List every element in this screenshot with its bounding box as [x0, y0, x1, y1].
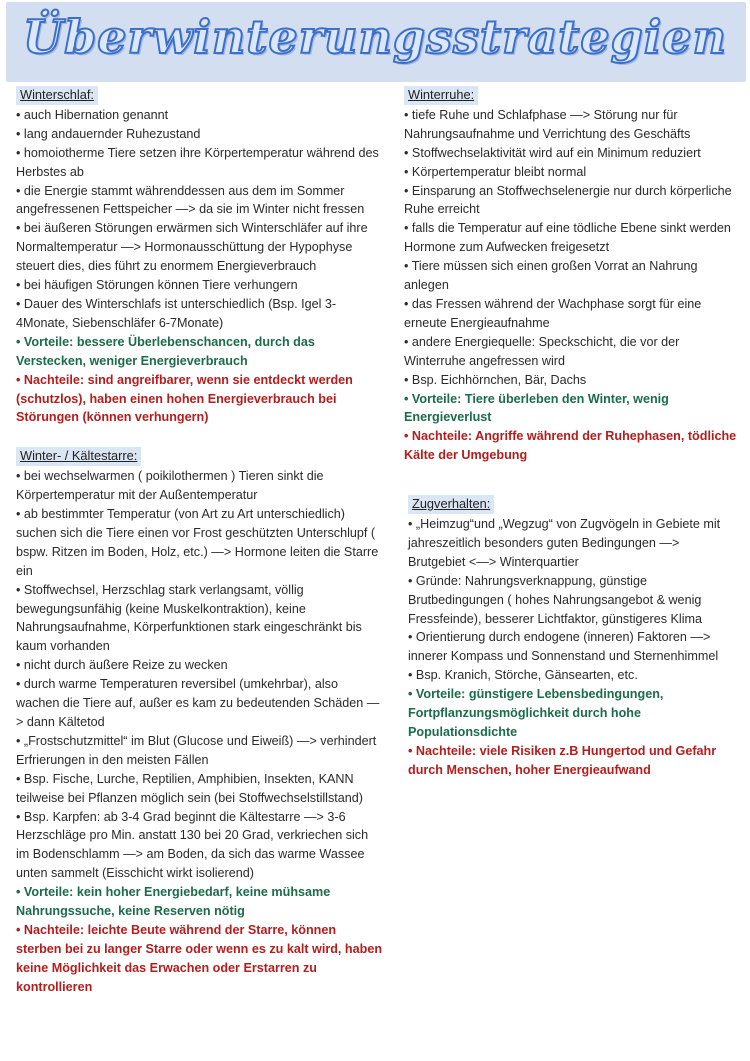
con-item: • Nachteile: Angriffe während der Ruhephasen, tödliche Kälte der Umgebung	[404, 429, 737, 463]
right-column	[404, 86, 740, 780]
section-winterruhe	[404, 86, 740, 465]
list-item: • homoiotherme Tiere setzen ihre Körpertemperatur während des Herbstes ab	[16, 145, 379, 179]
list-item: • durch warme Temperaturen reversibel (umkehrbar), also wachen die Tiere auf, außer es kam zu bedeutenden Schäden —> dann Kältetod	[16, 677, 380, 729]
list-item: • auch Hibernation genannt	[16, 107, 169, 122]
page-title: Überwinterungsstrategien	[22, 10, 728, 64]
list-item: • Bsp. Karpfen: ab 3-4 Grad beginnt die Kältestarre —> 3-6 Herzschläge pro Min. anstatt 130 bei 20 Grad, verkriechen sich im Bodenschlamm —> am Boden, da sich das warme Wassee unten sammelt (Eisschicht wirkt isolierend)	[16, 809, 369, 881]
list-item: • bei wechselwarmen ( poikilothermen ) Tieren sinkt die Körpertemperatur mit der Außentemperatur	[16, 469, 324, 503]
con-item: • Nachteile: viele Risiken z.B Hungertod und Gefahr durch Menschen, hoher Energieaufwand	[408, 743, 717, 777]
list-item: • Orientierung durch endogene (inneren) Faktoren —> innerer Kompass und Sonnenstand und Sternenhimmel	[408, 630, 719, 664]
heading-winterstarre: Winter- / Kältestarre:	[16, 447, 141, 466]
list-item: • Bsp. Fische, Lurche, Reptilien, Amphibien, Insekten, KANN teilweise bei Pflanzen möglich sein (bei Stoffwechselstillstand)	[16, 771, 363, 805]
list-item: • falls die Temperatur auf eine tödliche Ebene sinkt werden Hormone zum Aufwecken freigesetzt	[404, 221, 731, 255]
list-item: • „Frostschutzmittel“ im Blut (Glucose und Eiweiß) —> verhindert Erfrierungen in den meisten Fällen	[16, 733, 377, 767]
list-item: • Einsparung an Stoffwechselenergie nur durch körperliche Ruhe erreicht	[404, 183, 732, 217]
list-item: • das Fressen während der Wachphase sorgt für eine erneute Energieaufnahme	[404, 296, 702, 330]
heading-winterschlaf: Winterschlaf:	[16, 86, 98, 105]
list-item: • Dauer des Winterschlafs ist unterschiedlich (Bsp. Igel 3-4Monate, Siebenschläfer 6-7Monate)	[16, 296, 337, 330]
heading-zugverhalten: Zugverhalten:	[408, 495, 494, 514]
list-item: • die Energie stammt währenddessen aus dem im Sommer angefressenen Fettspeicher —> da sie im Winter nicht fressen	[16, 183, 365, 217]
list-item: • Gründe: Nahrungsverknappung, günstige Brutbedingungen ( hohes Nahrungsangebot & wenig Fressfeinde), besserer Lichtfaktor, günstigeres Klima	[408, 573, 702, 626]
con-item: • Nachteile: leichte Beute während der Starre, können sterben bei zu langer Starre oder wenn es zu kalt wird, haben keine Möglichkeit das Erwachen oder Erstarren zu kontrollieren	[16, 922, 383, 994]
pro-item: • Vorteile: günstigere Lebensbedingungen, Fortpflanzungsmöglichkeit durch hohe Populationsdichte	[408, 687, 664, 739]
pro-item: • Vorteile: kein hoher Energiebedarf, keine mühsame Nahrungssuche, keine Reserven nötig	[16, 885, 331, 919]
list-item: • Tiere müssen sich einen großen Vorrat an Nahrung anlegen	[404, 259, 698, 293]
pro-item: • Vorteile: bessere Überlebenschancen, durch das Verstecken, weniger Energieverbrauch	[16, 334, 315, 368]
section-winterstarre	[16, 447, 382, 996]
left-column	[16, 86, 382, 997]
list-item: • Stoffwechselaktivität wird auf ein Minimum reduziert	[404, 145, 701, 160]
list-item: • andere Energiequelle: Speckschicht, die vor der Winterruhe angefressen wird	[404, 334, 680, 368]
list-item: • nicht durch äußere Reize zu wecken	[16, 658, 228, 673]
list-item: • tiefe Ruhe und Schlafphase —> Störung nur für Nahrungsaufnahme und Verrichtung des Geschäfts	[404, 107, 691, 141]
list-item: • bei äußeren Störungen erwärmen sich Winterschläfer auf ihre Normaltemperatur —> Hormonausschüttung der Hypophyse steuert dies, dies führt zu enormem Energieverbrauch	[16, 221, 368, 274]
con-item: • Nachteile: sind angreifbarer, wenn sie entdeckt werden (schutzlos), haben einen hohen Energieverbrauch bei Störungen (können verhungern)	[16, 372, 353, 425]
list-item: • ab bestimmter Temperatur (von Art zu Art unterschiedlich) suchen sich die Tiere einen vor Frost geschützten Unterschlupf ( bspw. Ritzen im Boden, Holz, etc.) —> Hormone leiten die Starre ein	[16, 507, 379, 578]
list-item: • Stoffwechsel, Herzschlag stark verlangsamt, völlig bewegungsunfähig (keine Muskelkontraktion), keine Nahrungsaufnahme, Körperfunktionen stark eingeschränkt bis kaum vorhanden	[16, 582, 362, 654]
pro-item: • Vorteile: Tiere überleben den Winter, wenig Energieverlust	[404, 391, 669, 425]
list-item: • Körpertemperatur bleibt normal	[404, 164, 587, 179]
list-item: • Bsp. Kranich, Störche, Gänsearten, etc.	[408, 668, 638, 683]
list-item: • Bsp. Eichhörnchen, Bär, Dachs	[404, 372, 587, 387]
heading-winterruhe: Winterruhe:	[404, 86, 478, 105]
section-winterschlaf	[16, 86, 382, 427]
list-item: • „Heimzug“und „Wegzug“ von Zugvögeln in Gebiete mit jahreszeitlich besonders guten Bedingungen —> Brutgebiet <—> Winterquartier	[408, 517, 721, 569]
section-zugverhalten	[404, 495, 740, 780]
list-item: • lang andauernder Ruhezustand	[16, 126, 201, 141]
list-item: • bei häufigen Störungen können Tiere verhungern	[16, 278, 298, 293]
